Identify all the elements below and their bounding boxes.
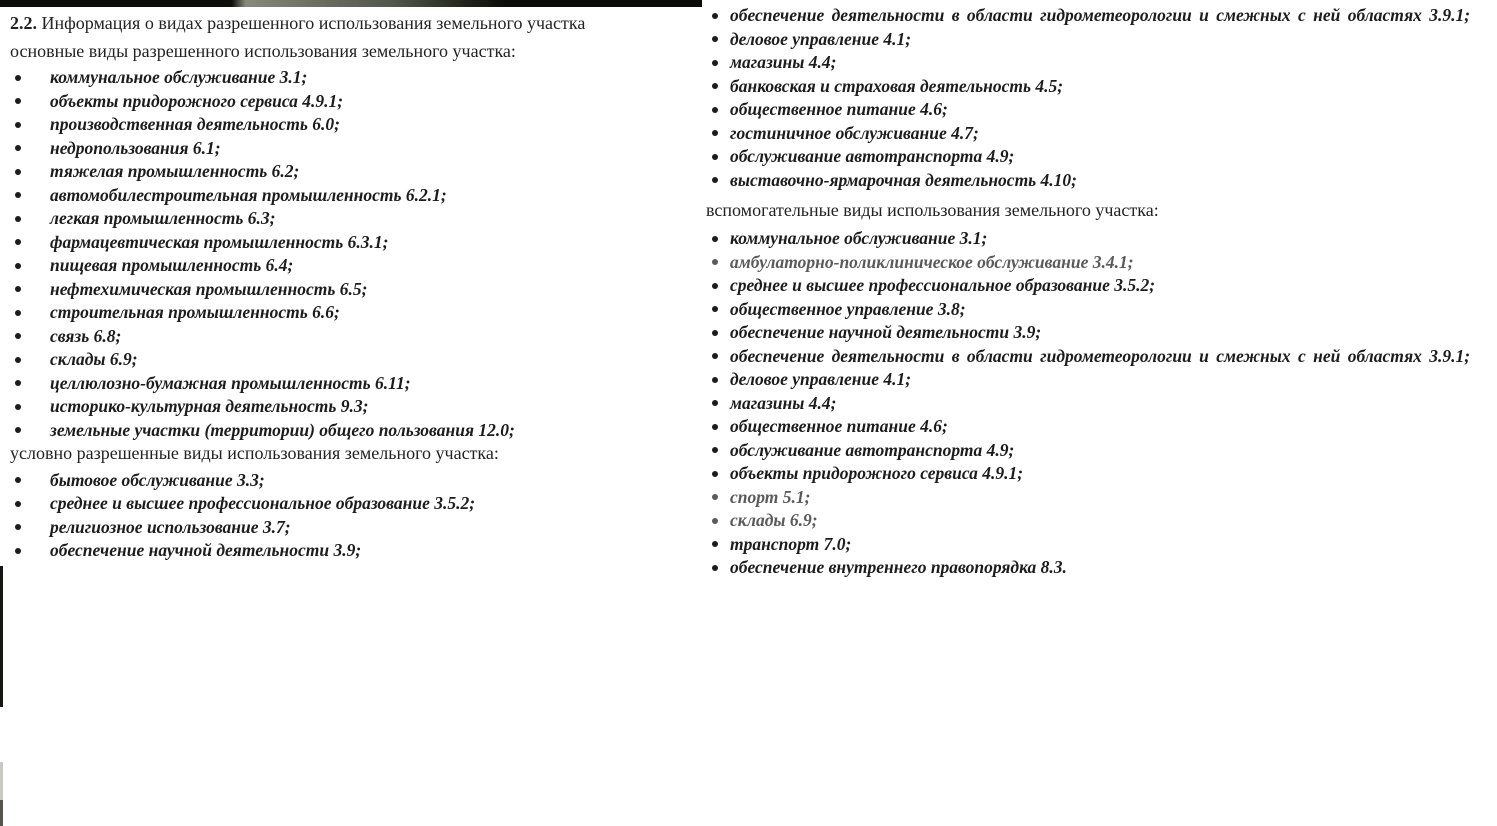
list-item: историко-культурная деятельность 9.3; — [10, 395, 662, 419]
list-item: обслуживание автотранспорта 4.9; — [706, 439, 1478, 463]
list-item: транспорт 7.0; — [706, 533, 1478, 557]
list-item: гостиничное обслуживание 4.7; — [706, 122, 1478, 146]
scan-artifact-left-dark — [0, 800, 3, 826]
list-item: среднее и высшее профессиональное образование 3.5.2; — [706, 274, 1478, 298]
list-item: выставочно-ярмарочная деятельность 4.10; — [706, 169, 1478, 193]
section-2-2-heading — [10, 9, 662, 37]
list-item: обслуживание автотранспорта 4.9; — [706, 145, 1478, 169]
list-item: общественное питание 4.6; — [706, 98, 1478, 122]
right-column — [706, 0, 1478, 580]
list-item: среднее и высшее профессиональное образование 3.5.2; — [10, 492, 662, 516]
list-item: обеспечение деятельности в области гидрометеорологии и смежных с ней областях 3.9.1; — [706, 345, 1478, 369]
list-item: легкая промышленность 6.3; — [10, 207, 662, 231]
list-item: банковская и страховая деятельность 4.5; — [706, 75, 1478, 99]
conditional-uses-list-left — [10, 469, 662, 563]
list-item: тяжелая промышленность 6.2; — [10, 160, 662, 184]
list-item: обеспечение научной деятельности 3.9; — [10, 539, 662, 563]
list-item: склады 6.9; — [706, 509, 1478, 533]
list-item: нефтехимическая промышленность 6.5; — [10, 278, 662, 302]
list-item: деловое управление 4.1; — [706, 368, 1478, 392]
list-item: деловое управление 4.1; — [706, 28, 1478, 52]
list-item: объекты придорожного сервиса 4.9.1; — [706, 462, 1478, 486]
list-item: магазины 4.4; — [706, 392, 1478, 416]
list-item: производственная деятельность 6.0; — [10, 113, 662, 137]
main-uses-list — [10, 66, 662, 442]
list-item: автомобилестроительная промышленность 6.2.1; — [10, 184, 662, 208]
list-item: фармацевтическая промышленность 6.3.1; — [10, 231, 662, 255]
list-item: спорт 5.1; — [706, 486, 1478, 510]
list-item: связь 6.8; — [10, 325, 662, 349]
left-column — [10, 0, 662, 563]
list-item: недропользования 6.1; — [10, 137, 662, 161]
list-item: склады 6.9; — [10, 348, 662, 372]
list-item: коммунальное обслуживание 3.1; — [706, 227, 1478, 251]
list-item: обеспечение внутреннего правопорядка 8.3. — [706, 556, 1478, 580]
list-item: строительная промышленность 6.6; — [10, 301, 662, 325]
auxiliary-uses-heading: вспомогательные виды использования земельного участка: — [706, 200, 1159, 220]
list-item: обеспечение деятельности в области гидрометеорологии и смежных с ней областях 3.9.1; — [706, 4, 1478, 28]
main-uses-heading: основные виды разрешенного использования земельного участка: — [10, 41, 516, 61]
list-item: бытовое обслуживание 3.3; — [10, 469, 662, 493]
conditional-uses-heading: условно разрешенные виды использования земельного участка: — [10, 443, 499, 463]
list-item: земельные участки (территории) общего пользования 12.0; — [10, 419, 662, 443]
list-item: магазины 4.4; — [706, 51, 1478, 75]
conditional-uses-list-right — [706, 4, 1478, 192]
scan-artifact-left-mark — [0, 566, 3, 707]
list-item: коммунальное обслуживание 3.1; — [10, 66, 662, 90]
auxiliary-uses-list — [706, 227, 1478, 580]
list-item: общественное питание 4.6; — [706, 415, 1478, 439]
list-item: амбулаторно-поликлиническое обслуживание 3.4.1; — [706, 251, 1478, 275]
list-item: обеспечение научной деятельности 3.9; — [706, 321, 1478, 345]
section-intro-text: Информация о видах разрешенного использования земельного участка — [41, 13, 586, 33]
list-item: религиозное использование 3.7; — [10, 516, 662, 540]
list-item: целлюлозно-бумажная промышленность 6.11; — [10, 372, 662, 396]
list-item: общественное управление 3.8; — [706, 298, 1478, 322]
list-item: пищевая промышленность 6.4; — [10, 254, 662, 278]
section-number: 2.2. — [10, 13, 37, 33]
list-item: объекты придорожного сервиса 4.9.1; — [10, 90, 662, 114]
